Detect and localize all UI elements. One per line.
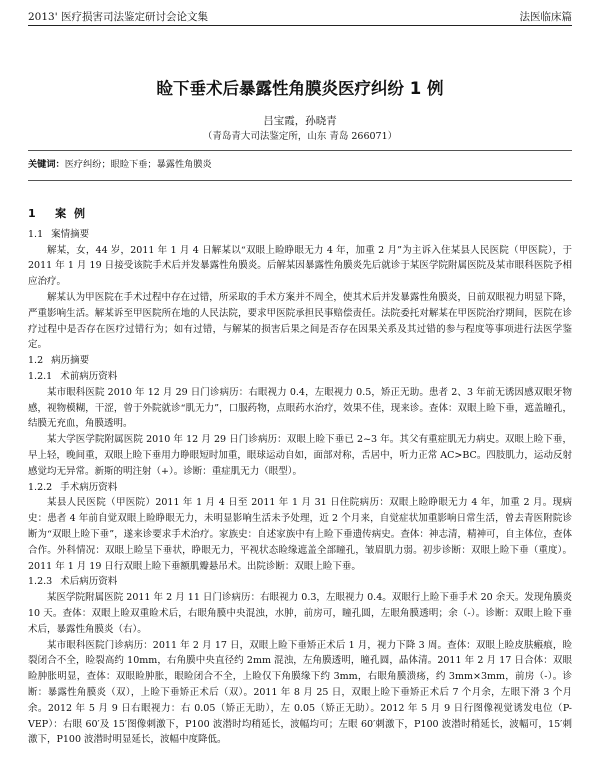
paragraph-postop-record-2: 某市眼科医院门诊病历：2011 年 2 月 17 日，双眼上睑下垂矫正术后 1 月，视力下降 3 周。查体：双眼上睑皮肤瘢痕，睑裂闭合不全，睑裂高约 10mm，右角膜中央直径约 2mm 混浊，左角膜透明，瞳孔圆，晶体清。2011 年 2 月 17 日合体：双眼睑肿胀明显，查体：双眼睑肿胀，眼睑闭合不全，上睑仅下角膜缘下约 3mm，右眼角膜溃疡，约 3mm×3mm，前房（-）。诊断：暴露性角膜炎（双），上睑下垂矫正术后（双）。2011 年 8 月 25 日，双眼上睑下垂矫正术后 7 个月余，左眼下滑 3 个月余。2012 年 5 月 9 日右眼视力：右 0.05（矫正无助），左 0.05（矫正无助）。2012 年 5 月 9 日行图像视觉诱发电位（P-VEP）：右眼 60′及 15′图像刺激下，P100 波潜时均稍延长，波幅均可；左眼 60′刺激下，P100 波潜时稍延长，波幅可，15′刺激下，P100 波潜时明显延长，波幅中度降低。 [28,639,572,746]
keywords-text: 医疗纠纷；眼睑下垂；暴露性角膜炎 [64,159,212,170]
keywords-label: 关键词： [28,159,65,170]
running-header [28,7,572,26]
paragraph-preop-record-2: 某大学医学院附属医院 2010 年 12 月 29 日门诊病历：双眼上睑下垂已 2~3 年。其父有重症肌无力病史。双眼上睑下垂，早上轻，晚间重，双眼上睑下垂用力睁眼短时加重，眼球运动自如，面部对称，舌居中，听力正常 AC>BC。四肢肌力，运动反射感觉均无异常。新斯的明注射（+）。诊断：重症肌无力（眼型）。 [28,434,572,477]
keywords-top-rule [28,150,572,151]
subsection-number: 1.1 [28,228,44,240]
section-title: 案 例 [55,207,87,220]
paragraph-preop-record-1: 某市眼科医院 2010 年 12 月 29 日门诊病历：右眼视力 0.4，左眼视力 0.5，矫正无助。患者 2、3 年前无诱因感双眼牙物感，视物模糊，干涩，曾于外院就诊“肌无力”，口服药物，点眼药水治疗，效果不佳，现来诊。查体：双眼上睑下垂，遮盖瞳孔，结膜无充血，角膜透明。 [28,386,572,430]
subsection-title: 病历摘要 [51,355,90,367]
subsection-heading [28,227,572,243]
subsubsection-title: 术前病历资料 [60,370,118,382]
subsubsection-title: 手术病历资料 [60,481,118,493]
subsection-number: 1.2 [28,355,44,367]
keywords-line [28,156,572,170]
section-label: 法医临床篇 [519,11,572,23]
paragraph-postop-record-1: 某医学院附属医院 2011 年 2 月 11 日门诊病历：右眼视力 0.3，左眼视力 0.4。双眼行上睑下垂手术 20 余天。发现角膜炎 10 天。查体：双眼上睑双重睑术后，右眼角膜中央混浊，水肿，前房可，瞳孔圆，左眼角膜透明；余（-）。诊断：双眼上睑下垂术后，暴露性角膜炎（右）。 [28,592,572,635]
article-authors: 吕宝霞，孙晓青 [263,115,337,127]
article-affiliation: （青岛青大司法鉴定所，山东 青岛 266071） [202,131,398,142]
section-number: 1 [28,207,38,220]
subsubsection-heading [28,369,572,385]
keywords-bottom-rule [28,180,572,181]
subsubsection-title: 术后病历资料 [60,576,118,588]
article-body [28,202,572,748]
proceedings-title: 2013' 医疗损害司法鉴定研讨会论文集 [28,11,208,23]
subsubsection-number: 1.2.1 [28,370,53,382]
subsubsection-heading [28,480,572,496]
paragraph-case-summary: 解某，女，44 岁，2011 年 1 月 4 日解某以“双眼上睑睁眼无力 4 年，加重 2 月”为主诉入住某县人民医院（甲医院），于 2011 年 1 月 19 日接受该院手术后并发暴露性角膜炎。后解某因暴露性角膜炎先后就诊于某医学院附属医院及某市眼科医院予相应治疗。 [28,244,572,288]
article-title: 睑下垂术后暴露性角膜炎医疗纠纷 1 例 [156,79,444,98]
subsubsection-number: 1.2.3 [28,576,53,588]
section-heading [28,206,572,222]
subsubsection-heading [28,574,572,590]
subsubsection-number: 1.2.2 [28,481,53,493]
subsection-title: 案情摘要 [51,228,90,240]
paragraph-surgery-record: 某县人民医院（甲医院）2011 年 1 月 4 日至 2011 年 1 月 31 日住院病历：双眼上睑睁眼无力 4 年，加重 2 月。现病史：患者 4 年前自觉双眼上睑睁眼无力，未明显影响生活未予处理，近 2 个月来，自觉症状加重影响日常生活，曾去青医附院诊断为“双眼上睑下垂”，遂来诊要求手术治疗。家族史：自述家族中有上睑下垂遗传病史。查体：神志清，精神可，自主体位，查体合作。外科情况：双眼上睑呈下垂状，睁眼无力，平视状态睑缘遮盖全部瞳孔，皱眉肌力弱。初步诊断：双眼上睑下垂（重度）。2011 年 1 月 19 日行双眼上睑下垂额肌瓣悬吊术。出院诊断：双眼上睑下垂。 [28,497,572,572]
subsection-heading [28,353,572,369]
paragraph-dispute: 解某认为甲医院在手术过程中存在过错，所采取的手术方案并不周全，使其术后并发暴露性角膜炎，日前双眼视力明显下降，严重影响生活。解某诉至甲医院所在地的人民法院，要求甲医院承担民事赔偿责任。法院委托对解某在甲医院治疗期间，医院在诊疗过程中是否存在医疗过错行为；如有过错，与解某的损害后果之间是否存在因果关系及其过错的参与程度等事项进行法医学鉴定。 [28,291,572,351]
